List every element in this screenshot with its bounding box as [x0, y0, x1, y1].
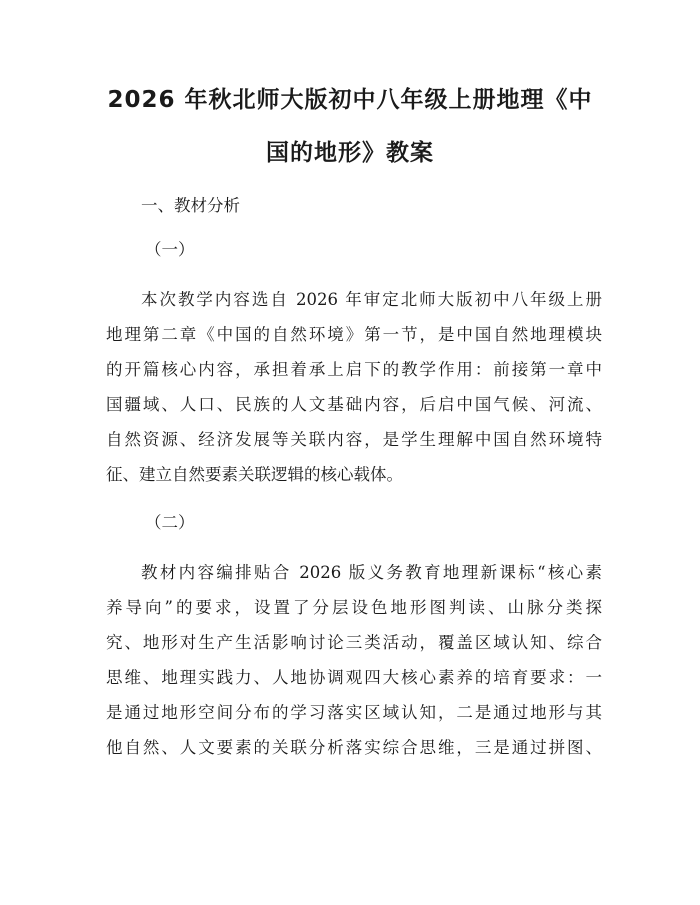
paragraph-1-line: 国疆域、人口、民族的人文基础内容，后启中国气候、河流、 — [106, 395, 602, 414]
paragraph-2-line: 他自然、人文要素的关联分析落实综合思维，三是通过拼图、 — [106, 738, 602, 757]
paragraph-1-line: 的开篇核心内容，承担着承上启下的教学作用：前接第一章中 — [106, 360, 602, 379]
document-title-line-1: 2026 年秋北师大版初中八年级上册地理《中 — [107, 87, 593, 113]
subsection-heading-1: （一） — [145, 240, 195, 259]
subsection-heading-2: （二） — [145, 513, 195, 532]
document-title-line-2: 国的地形》教案 — [266, 140, 434, 166]
paragraph-2-line: 是通过地形空间分布的学习落实区域认知，二是通过地形与其 — [106, 703, 602, 722]
paragraph-2-line: 教材内容编排贴合 2026 版义务教育地理新课标“核心素 — [141, 563, 602, 582]
paragraph-2-line: 养导向”的要求，设置了分层设色地形图判读、山脉分类探 — [106, 598, 602, 617]
paragraph-1-line: 征、建立自然要素关联逻辑的核心载体。 — [106, 465, 403, 484]
section-heading-teaching-material-analysis: 一、教材分析 — [141, 196, 240, 215]
paragraph-2-line: 究、地形对生产生活影响讨论三类活动，覆盖区域认知、综合 — [106, 633, 602, 652]
paragraph-1-line: 本次教学内容选自 2026 年审定北师大版初中八年级上册 — [141, 290, 602, 309]
paragraph-1-line: 自然资源、经济发展等关联内容，是学生理解中国自然环境特 — [106, 430, 602, 449]
paragraph-1-line: 地理第二章《中国的自然环境》第一节，是中国自然地理模块 — [106, 325, 602, 344]
paragraph-2-line: 思维、地理实践力、人地协调观四大核心素养的培育要求：一 — [106, 668, 602, 687]
